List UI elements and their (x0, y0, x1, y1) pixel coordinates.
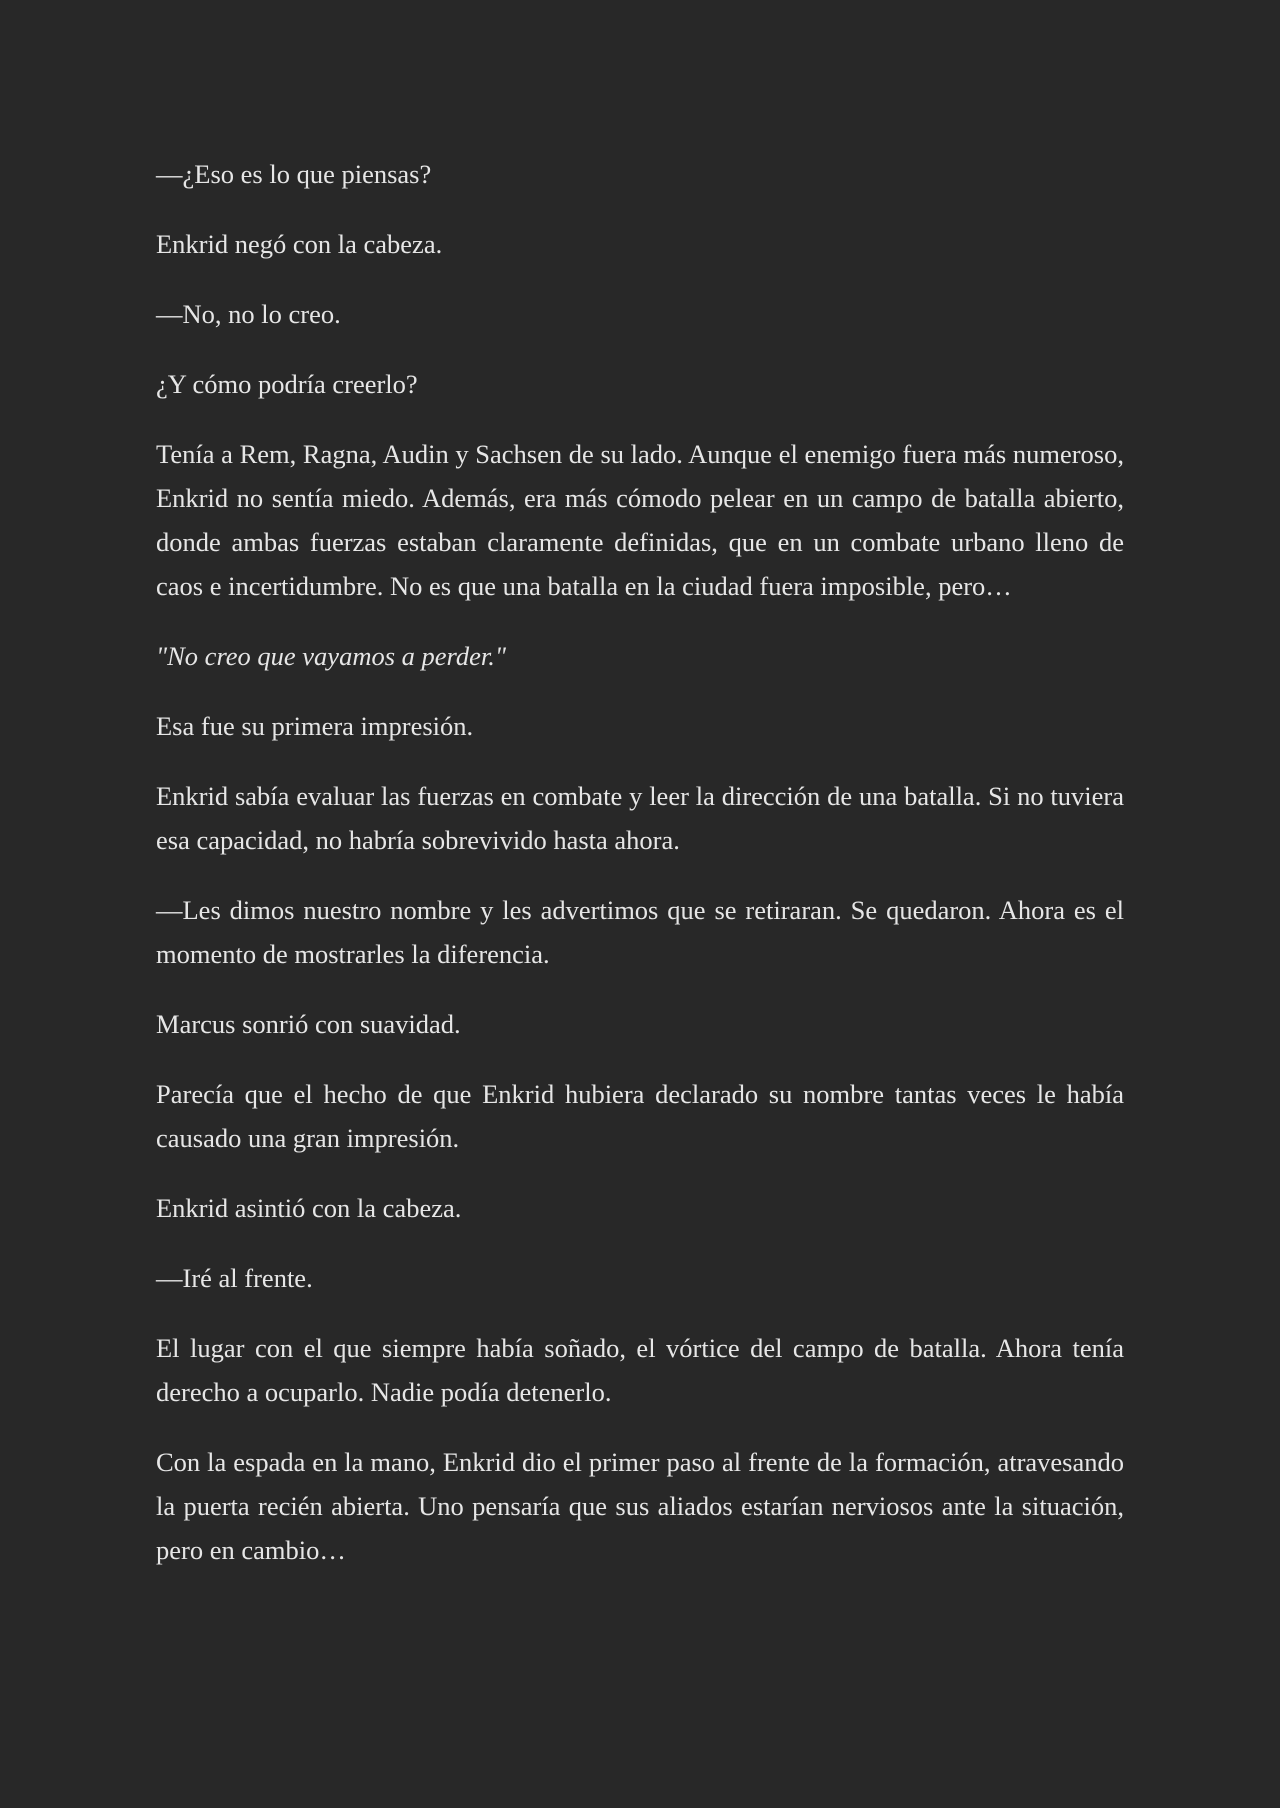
paragraph: ¿Y cómo podría creerlo? (156, 369, 418, 399)
paragraph: Con la espada en la mano, Enkrid dio el primer paso al frente de la formación, atravesando la puerta recién abierta. Uno pensaría que sus aliados estarían nerviosos ante la situación, pero en cambio… (156, 1447, 1124, 1565)
paragraph: Enkrid asintió con la cabeza. (156, 1193, 462, 1223)
paragraph: —No, no lo creo. (156, 299, 341, 329)
paragraph: El lugar con el que siempre había soñado, el vórtice del campo de batalla. Ahora tenía derecho a ocuparlo. Nadie podía detenerlo. (156, 1333, 1124, 1407)
paragraph: Marcus sonrió con suavidad. (156, 1009, 461, 1039)
paragraph: Enkrid negó con la cabeza. (156, 229, 443, 259)
chapter-text (156, 152, 1124, 1572)
paragraph: Enkrid sabía evaluar las fuerzas en combate y leer la dirección de una batalla. Si no tuviera esa capacidad, no habría sobrevivido hasta ahora. (156, 781, 1124, 855)
paragraph: Tenía a Rem, Ragna, Audin y Sachsen de su lado. Aunque el enemigo fuera más numeroso, Enkrid no sentía miedo. Además, era más cómodo pelear en un campo de batalla abierto, donde ambas fuerzas estaban claramente definidas, que en un combate urbano lleno de caos e incertidumbre. No es que una batalla en la ciudad fuera imposible, pero… (156, 439, 1124, 601)
italic-thought-paragraph: "No creo que vayamos a perder." (156, 641, 506, 671)
paragraph: —Les dimos nuestro nombre y les advertimos que se retiraran. Se quedaron. Ahora es el momento de mostrarles la diferencia. (156, 895, 1124, 969)
paragraph: —Iré al frente. (156, 1263, 313, 1293)
paragraph: —¿Eso es lo que piensas? (156, 159, 432, 189)
paragraph: Parecía que el hecho de que Enkrid hubiera declarado su nombre tantas veces le había causado una gran impresión. (156, 1079, 1124, 1153)
paragraph: Esa fue su primera impresión. (156, 711, 474, 741)
